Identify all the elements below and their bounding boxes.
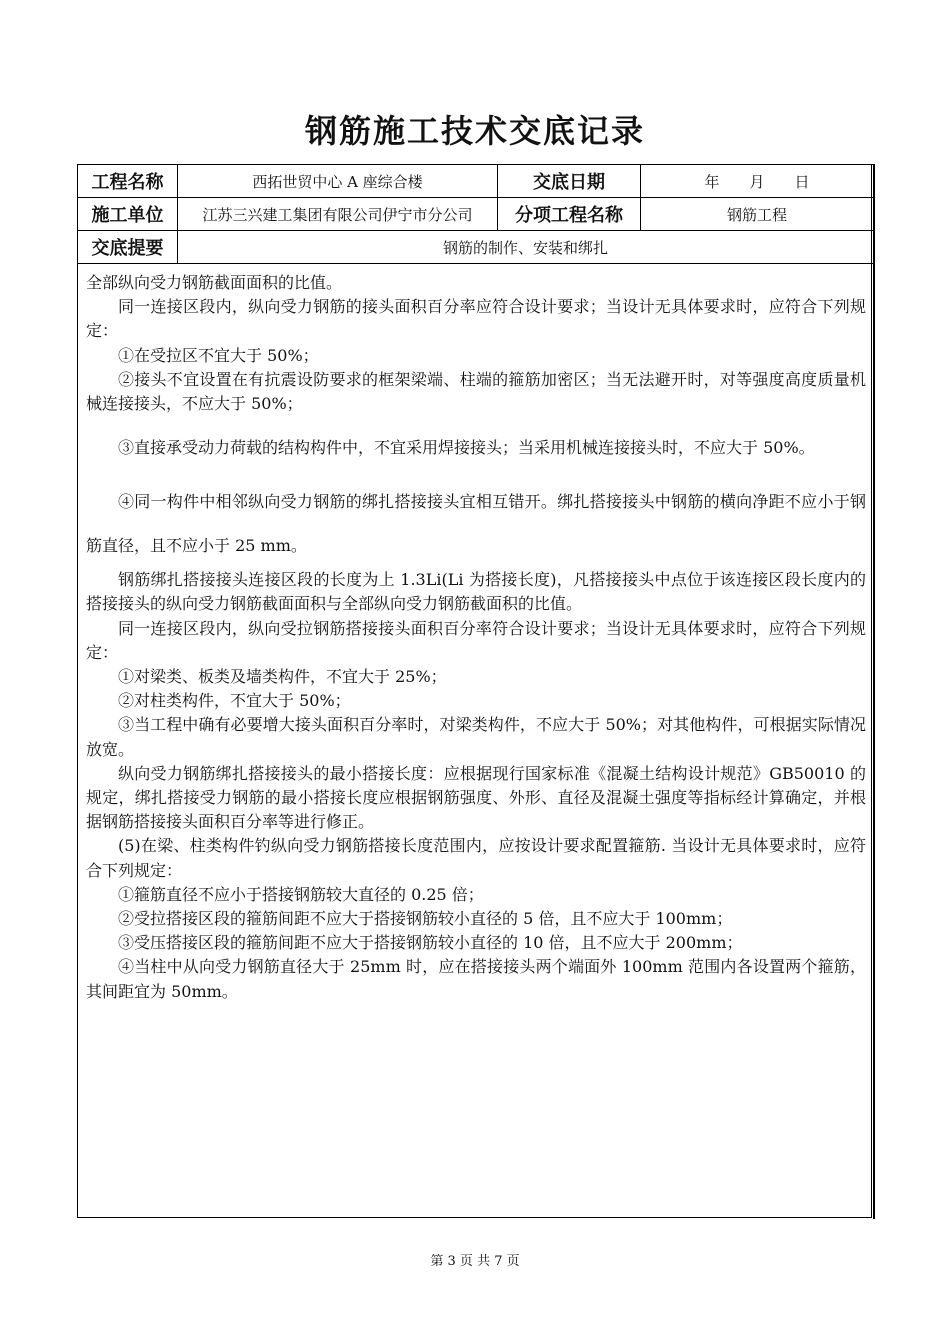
body-text (86, 271, 866, 1004)
paragraph: ③当工程中确有必要增大接头面积百分率时，对梁类构件，不应大于 50%；对其他构件，可根据实际情况放宽。 (86, 715, 866, 759)
paragraph: ①在受拉区不宜大于 50%； (118, 345, 319, 365)
paragraph: 同一连接区段内，纵向受拉钢筋搭接接头面积百分率符合设计要求；当设计无具体要求时，应符合下列规定： (86, 618, 866, 662)
sub-project-value: 钢筋工程 (641, 198, 874, 231)
sub-project-label: 分项工程名称 (498, 198, 641, 231)
paragraph: 纵向受力钢筋绑扎搭接接头的最小搭接长度：应根据现行国家标准《混凝土结构设计规范》GB50010 的规定，绑扎搭接受力钢筋的最小搭接长度应根据钢筋强度、外形、直径及混凝土强度等指标经计算确定，并根据钢筋搭接接头面积百分率等进行修正。 (86, 763, 866, 832)
paragraph: ②对柱类构件，不宜大于 50%； (118, 691, 351, 711)
paragraph: ③受压搭接区段的箍筋间距不应大于搭接钢筋较小直径的 10 倍，且不应大于 200mm； (118, 933, 743, 953)
header-row-3 (78, 231, 874, 264)
project-name-label: 工程名称 (78, 165, 178, 198)
contractor-value: 江苏三兴建工集团有限公司伊宁市分公司 (178, 198, 498, 231)
date-label: 交底日期 (498, 165, 641, 198)
paragraph: 同一连接区段内，纵向受力钢筋的接头面积百分率应符合设计要求；当设计无具体要求时，应符合下列规定： (86, 297, 866, 341)
paragraph: ④当柱中从向受力钢筋直径大于 25mm 时，应在搭接接头两个端面外 100mm 范围内各设置两个箍筋，其间距宜为 50mm。 (86, 957, 866, 1001)
paragraph: ①对梁类、板类及墙类构件，不宜大于 25%； (118, 667, 447, 687)
page-number: 第 3 页 共 7 页 (430, 1254, 520, 1269)
summary-value: 钢筋的制作、安装和绑扎 (178, 231, 874, 264)
contractor-label: 施工单位 (78, 198, 178, 231)
paragraph: ②接头不宜设置在有抗震设防要求的框架梁端、柱端的箍筋加密区；当无法避开时，对等强度高度质量机械连接接头，不应大于 50%； (86, 369, 866, 414)
paragraph: ②受拉搭接区段的箍筋间距不应大于搭接钢筋较小直径的 5 倍，且不应大于 100mm； (118, 909, 733, 929)
paragraph: ④同一构件中相邻纵向受力钢筋的绑扎搭接接头宜相互错开。绑扎搭接接头中钢筋的横向净距不应小于钢筋直径，且不应小于 25 mm。 (86, 492, 866, 556)
paragraph: ①箍筋直径不应小于搭接钢筋较大直径的 0.25 倍； (118, 884, 484, 904)
summary-label: 交底提要 (78, 231, 178, 264)
paragraph: 钢筋绑扎搭接接头连接区段的长度为上 1.3Li(Li 为搭接长度)，凡搭接接头中点位于该连接区段长度内的搭接接头的纵向受力钢筋截面面积与全部纵向受力钢筋截面积的比值。 (86, 570, 866, 614)
document-title: 钢筋施工技术交底记录 (304, 112, 645, 150)
header-row-2 (78, 198, 874, 231)
header-table (77, 164, 874, 264)
paragraph: ③直接承受动力荷载的结构构件中，不宜采用焊接接头；当采用机械连接接头时，不应大于 50%。 (118, 438, 815, 458)
frame-edge (873, 164, 875, 1219)
project-name-value: 西拓世贸中心 A 座综合楼 (178, 165, 498, 198)
paragraph: (5)在梁、柱类构件钓纵向受力钢筋搭接长度范围内，应按设计要求配置箍筋. 当设计无具体要求时，应符合下列规定： (86, 836, 866, 880)
header-row-1 (78, 165, 874, 198)
paragraph: 全部纵向受力钢筋截面面积的比值。 (86, 273, 343, 292)
date-value: 年 月 日 (641, 165, 874, 198)
